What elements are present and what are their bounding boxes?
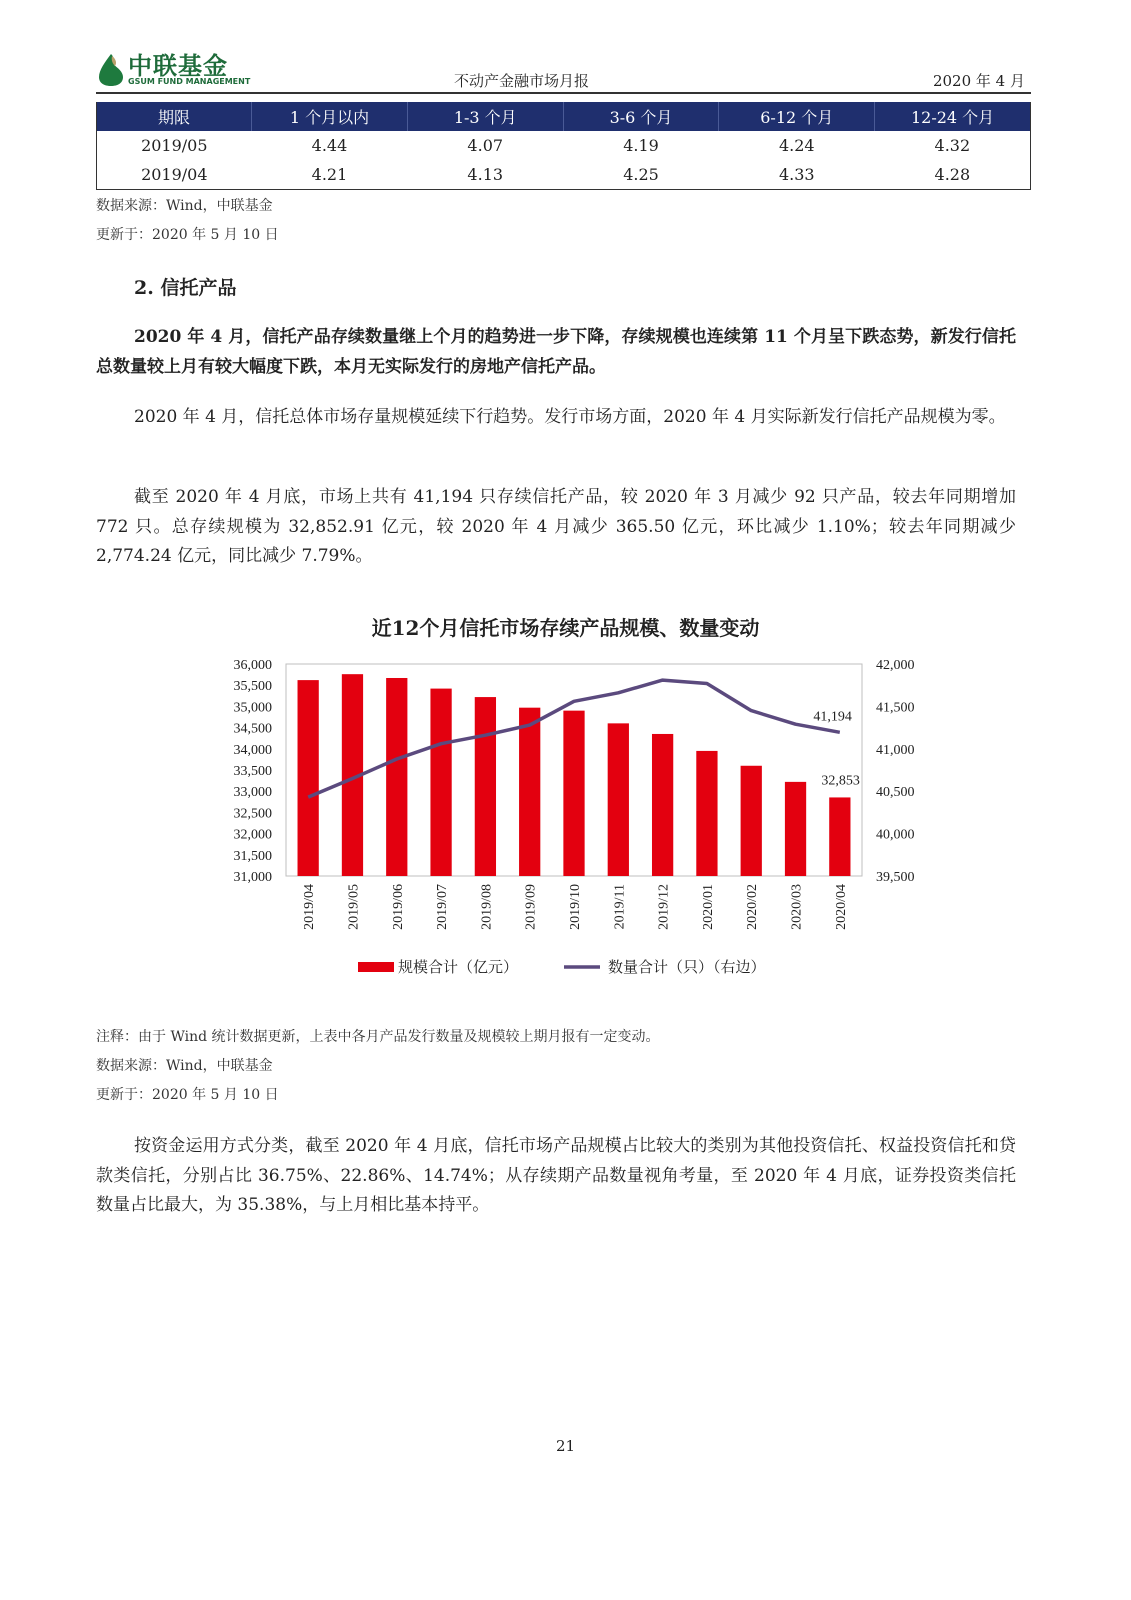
company-logo xyxy=(96,44,256,90)
table-cell: 4.32 xyxy=(934,136,971,155)
table-cell: 4.13 xyxy=(407,160,563,190)
x-tick-label: 2019/10 xyxy=(568,884,583,930)
table-row xyxy=(97,131,1031,160)
report-date: 2020 年 4 月 xyxy=(932,72,1025,90)
left-axis-tick-label: 36,000 xyxy=(233,658,272,673)
table-cell: 4.33 xyxy=(719,160,875,190)
left-axis-tick-label: 35,500 xyxy=(233,679,272,695)
bar xyxy=(829,797,850,876)
table-cell: 4.24 xyxy=(778,136,815,155)
page-number: 21 xyxy=(555,1437,576,1455)
section-heading: 2. 信托产品 xyxy=(134,277,237,299)
table-row xyxy=(97,160,1031,190)
logo-icon xyxy=(96,52,126,88)
bar xyxy=(563,711,584,876)
chart-updated: 更新于：2020 年 5 月 10 日 xyxy=(96,1087,279,1103)
table-cell: 4.21 xyxy=(252,160,408,190)
bar xyxy=(475,697,496,876)
table-cell: 2019/05 xyxy=(141,136,208,155)
report-title: 不动产金融市场月报 xyxy=(454,72,590,90)
left-axis-tick-label: 32,500 xyxy=(233,806,272,822)
logo-text-cn: 中联基金 xyxy=(128,52,228,80)
table-header-row xyxy=(97,102,1031,131)
table-cell: 4.44 xyxy=(311,136,348,155)
bar xyxy=(785,782,806,876)
chart-note: 注释：由于 Wind 统计数据更新，上表中各月产品发行数量及规模较上期月报有一定变动。 xyxy=(96,1029,660,1045)
col-header: 期限 xyxy=(97,102,252,131)
x-tick-label: 2019/08 xyxy=(479,884,495,930)
x-tick-label: 2020/01 xyxy=(700,884,716,930)
legend-swatch-bar xyxy=(358,962,394,972)
bar xyxy=(298,680,319,876)
summary-paragraph: 2020 年 4 月，信托产品存续数量继上个月的趋势进一步下降，存续规模也连续第 11 个月呈下跌态势，新发行信托总数量较上月有较大幅度下跌，本月无实际发行的房地产信托产品。 xyxy=(96,327,1016,377)
x-tick-label: 2020/02 xyxy=(745,884,761,930)
paragraph: 截至 2020 年 4 月底，市场上共有 41,194 只存续信托产品，较 2020 年 3 月减少 92 只产品，较去年同期增加 772 只。总存续规模为 32,852.91 亿元，较 2020 年 4 月减少 365.50 亿元，环比减少 1.10%；较去年同期减少 2,774.24 亿元，同比减少 7.79%。 xyxy=(96,487,1016,566)
chart-title: 近12个月信托市场存续产品规模、数量变动 xyxy=(371,616,760,640)
col-header: 3-6 个月 xyxy=(563,102,719,131)
table-cell: 2019/04 xyxy=(97,160,252,190)
chart-source: 数据来源：Wind，中联基金 xyxy=(96,1058,273,1074)
col-header: 6-12 个月 xyxy=(719,102,875,131)
right-axis-tick-label: 40,500 xyxy=(876,785,915,801)
x-tick-label: 2019/07 xyxy=(435,884,451,930)
data-label: 32,853 xyxy=(821,773,860,789)
legend-label: 规模合计（亿元） xyxy=(398,958,519,976)
bar xyxy=(386,678,407,876)
left-axis-tick-label: 33,500 xyxy=(233,764,272,779)
chart xyxy=(200,650,940,990)
paragraph: 按资金运用方式分类，截至 2020 年 4 月底，信托市场产品规模占比较大的类别为其他投资信托、权益投资信托和贷款类信托，分别占比 36.75%、22.86%、14.74%；从存续期产品数量视角考量，至 2020 年 4 月底，证券投资类信托数量占比最大，为 35.38%，与上月相比基本持平。 xyxy=(96,1136,1016,1215)
table-cell: 4.19 xyxy=(623,136,659,155)
left-axis-tick-label: 32,000 xyxy=(233,827,272,843)
right-axis-tick-label: 42,000 xyxy=(876,658,915,673)
bar xyxy=(430,689,451,876)
bar xyxy=(608,723,629,876)
x-tick-label: 2019/06 xyxy=(390,884,406,930)
legend-label: 数量合计（只）（右边） xyxy=(608,958,766,976)
rate-table xyxy=(96,102,1031,190)
left-axis-tick-label: 34,500 xyxy=(233,721,272,737)
bar xyxy=(696,751,717,876)
x-tick-label: 2020/04 xyxy=(833,884,849,930)
x-tick-label: 2019/09 xyxy=(523,884,539,930)
data-label: 41,194 xyxy=(813,709,852,725)
bar xyxy=(519,708,540,876)
right-axis-tick-label: 41,000 xyxy=(876,742,915,758)
logo-text-en: GSUM FUND MANAGEMENT xyxy=(128,77,251,86)
right-axis-tick-label: 40,000 xyxy=(876,827,915,843)
left-axis-tick-label: 34,000 xyxy=(233,742,272,758)
left-axis-tick-label: 35,000 xyxy=(233,700,272,716)
table-updated: 更新于：2020 年 5 月 10 日 xyxy=(96,227,279,243)
right-axis-tick-label: 39,500 xyxy=(876,870,915,885)
left-axis-tick-label: 31,500 xyxy=(233,848,272,864)
x-tick-label: 2019/11 xyxy=(612,884,628,930)
x-tick-label: 2019/12 xyxy=(656,884,672,930)
col-header: 1-3 个月 xyxy=(407,102,563,131)
right-axis-tick-label: 41,500 xyxy=(876,700,915,716)
left-axis-tick-label: 33,000 xyxy=(233,785,272,801)
left-axis-tick-label: 31,000 xyxy=(233,870,272,885)
x-tick-label: 2019/04 xyxy=(302,884,318,930)
paragraph: 2020 年 4 月，信托总体市场存量规模延续下行趋势。发行市场方面，2020 年 4 月实际新发行信托产品规模为零。 xyxy=(134,407,1006,427)
x-tick-label: 2019/05 xyxy=(346,884,362,930)
table-cell: 4.28 xyxy=(875,160,1031,190)
bar xyxy=(652,734,673,876)
table-cell: 4.07 xyxy=(467,136,504,155)
bar xyxy=(741,766,762,876)
col-header: 12-24 个月 xyxy=(875,102,1031,131)
table-cell: 4.25 xyxy=(563,160,719,190)
col-header: 1 个月以内 xyxy=(252,102,408,131)
x-tick-label: 2020/03 xyxy=(789,884,805,930)
page-header xyxy=(96,40,1031,94)
table-source: 数据来源：Wind，中联基金 xyxy=(96,198,273,214)
